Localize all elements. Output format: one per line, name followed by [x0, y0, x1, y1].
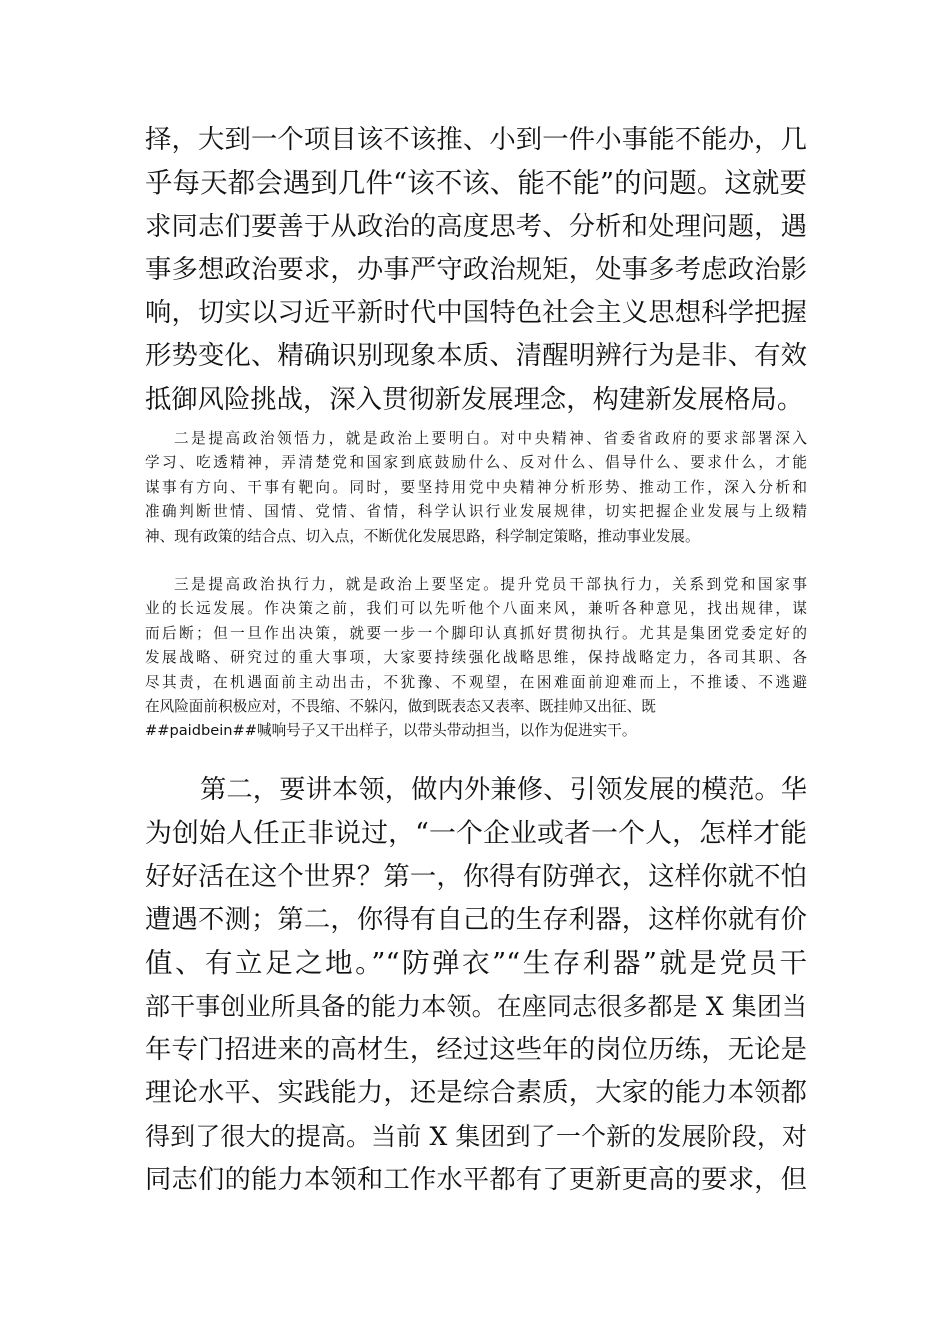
text-line: 年专门招进来的高材生，经过这些年的岗位历练，无论是 — [145, 1034, 807, 1065]
text-line: 二是提高政治领悟力，就是政治上要明白。对中央精神、省委省政府的要求部署深入 — [174, 430, 807, 447]
text-line: 发展战略、研究过的重大事项，大家要持续强化战略思维，保持战略定力，各司其职、各 — [145, 649, 807, 667]
text-line: 部干事创业所具备的能力本领。在座同志很多都是 X 集团当 — [145, 992, 807, 1022]
text-line: 学习、吃透精神，弄清楚党和国家到底鼓励什么、反对什么、倡导什么、要求什么，才能 — [145, 454, 807, 472]
text-line: 而后断；但一旦作出决策，就要一步一个脚印认真抓好贯彻执行。尤其是集团党委定好的 — [145, 624, 807, 642]
paragraph-political-understanding — [145, 427, 807, 549]
text-line: 求同志们要善于从政治的高度思考、分析和处理问题，遇 — [145, 211, 807, 242]
paragraph-political-judgment-continued — [145, 119, 807, 422]
text-line: 同志们的能力本领和工作水平都有了更新更高的要求，但 — [145, 1164, 807, 1195]
text-line: 值、有立足之地。”“防弹衣”“生存利器”就是党员干 — [145, 947, 807, 980]
text-line: 准确判断世情、国情、党情、省情，科学认识行业发展规律，切实把握企业发展与上级精 — [145, 503, 807, 521]
paragraph-capability-model — [145, 769, 807, 1202]
text-line: 择，大到一个项目该不该推、小到一件小事能不能办，几 — [145, 125, 807, 155]
text-line: 三是提高政治执行力，就是政治上要坚定。提升党员干部执行力，关系到党和国家事 — [174, 576, 807, 593]
text-line: 抵御风险挑战，深入贯彻新发展理念，构建新发展格局。 — [145, 384, 804, 415]
text-line: 乎每天都会遇到几件“该不该、能不能”的问题。这就要 — [145, 167, 807, 200]
text-line: 为创始人任正非说过，“一个企业或者一个人，怎样才能 — [145, 818, 807, 850]
text-line: 理论水平、实践能力，还是综合素质，大家的能力本领都 — [145, 1078, 807, 1109]
text-line: 业的长远发展。作决策之前，我们可以先听他个八面来风，兼听各种意见，找出规律，谋 — [145, 600, 807, 618]
text-line: 尽其责，在机遇面前主动出击，不犹豫、不观望，在困难面前迎难而上，不推诿、不逃避 — [145, 673, 807, 691]
text-line: 响，切实以习近平新时代中国特色社会主义思想科学把握 — [145, 298, 807, 329]
text-line: 事多想政治要求，办事严守政治规矩，处事多考虑政治影 — [145, 254, 807, 285]
text-line: 神、现有政策的结合点、切入点，不断优化发展思路，科学制定策略，推动事业发展。 — [145, 527, 700, 545]
text-line: 好好活在这个世界？第一，你得有防弹衣，这样你就不怕 — [145, 861, 807, 892]
text-line: 第二，要讲本领，做内外兼修、引领发展的模范。华 — [200, 775, 807, 805]
text-line: 形势变化、精确识别现象本质、清醒明辨行为是非、有效 — [145, 341, 807, 372]
text-line: 在风险面前积极应对，不畏缩、不躲闪，做到既表态又表率、既挂帅又出征、既 — [145, 698, 656, 716]
text-line: ##paidbein##喊响号子又干出样子，以带头带动担当，以作为促进实干。 — [145, 722, 637, 740]
text-line: 得到了很大的提高。当前 X 集团到了一个新的发展阶段，对 — [145, 1122, 807, 1152]
text-line: 遭遇不测；第二，你得有自己的生存利器，这样你就有价 — [145, 904, 807, 935]
paragraph-political-execution — [145, 573, 807, 744]
text-line: 谋事有方向、干事有靶向。同时，要坚持用党中央精神分析形势、推动工作，深入分析和 — [145, 478, 807, 496]
